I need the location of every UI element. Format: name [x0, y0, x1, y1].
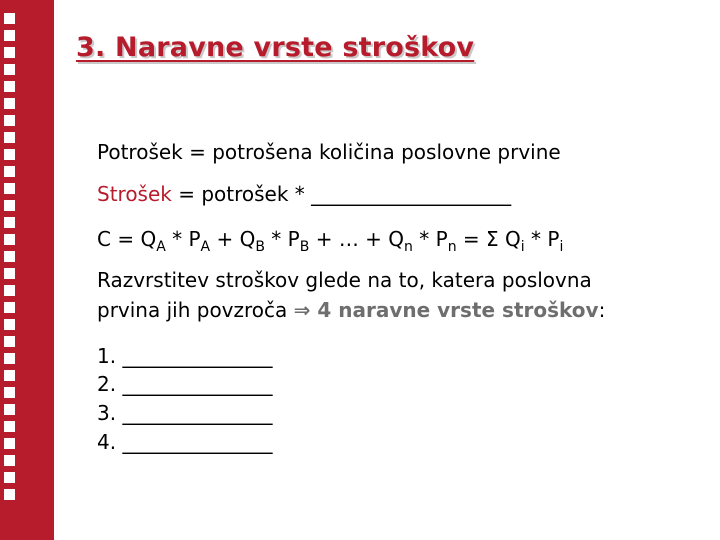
formula-part: * P	[524, 227, 560, 251]
list-item-1: 1. _______________	[97, 344, 273, 368]
arrow-icon: ⇒	[293, 298, 311, 322]
formula-part: * P	[412, 227, 448, 251]
formula-subscript: B	[299, 239, 310, 255]
strosek-term: Strošek	[97, 182, 172, 206]
decor-square	[4, 302, 15, 313]
formula-subscript: B	[255, 239, 265, 255]
decor-square	[4, 455, 15, 466]
decor-square	[4, 438, 15, 449]
formula-part: * P	[165, 227, 201, 251]
classification-text-line2	[97, 296, 605, 324]
formula-part: = Σ Q	[456, 227, 521, 251]
classification-emphasis: 4 naravne vrste stroškov	[310, 298, 599, 322]
formula-part: + … + Q	[309, 227, 405, 251]
decor-square	[4, 234, 15, 245]
formula-subscript: A	[200, 239, 211, 255]
formula-subscript: n	[447, 239, 457, 255]
decor-square	[4, 370, 15, 381]
decor-square	[4, 166, 15, 177]
decor-square	[4, 472, 15, 483]
strosek-definition	[97, 180, 511, 208]
decor-square	[4, 64, 15, 75]
decor-square	[4, 421, 15, 432]
cost-formula	[97, 225, 563, 253]
decor-square	[4, 489, 15, 500]
decor-square	[4, 251, 15, 262]
formula-subscript: i	[520, 239, 525, 255]
list-item-4: 4. _______________	[97, 430, 273, 454]
decor-square	[4, 115, 15, 126]
classification-colon: :	[598, 298, 606, 322]
formula-subscript: i	[559, 239, 564, 255]
potrosek-definition: Potrošek = potrošena količina poslovne prvine	[97, 140, 561, 164]
left-decorative-band	[0, 0, 54, 540]
decor-square	[4, 30, 15, 41]
decor-square	[4, 319, 15, 330]
list-item-3: 3. _______________	[97, 401, 273, 425]
decor-square	[4, 13, 15, 24]
formula-subscript: A	[156, 239, 166, 255]
decor-square	[4, 81, 15, 92]
decor-square	[4, 336, 15, 347]
classification-text-line1: Razvrstitev stroškov glede na to, katera poslovna	[97, 268, 592, 292]
slide-title: 3. Naravne vrste stroškov	[76, 32, 475, 63]
formula-part: + Q	[210, 227, 256, 251]
decor-square	[4, 217, 15, 228]
strosek-definition-rest: = potrošek * ____________________	[171, 182, 512, 206]
decor-square	[4, 200, 15, 211]
square-pattern	[4, 13, 16, 529]
decor-square	[4, 268, 15, 279]
decor-square	[4, 183, 15, 194]
list-item-2: 2. _______________	[97, 372, 273, 396]
decor-square	[4, 47, 15, 58]
classification-text-start: prvina jih povzroča	[97, 298, 294, 322]
decor-square	[4, 98, 15, 109]
formula-part: * P	[264, 227, 300, 251]
decor-square	[4, 285, 15, 296]
formula-subscript: n	[404, 239, 413, 255]
decor-square	[4, 353, 15, 364]
formula-part: C = Q	[97, 227, 157, 251]
decor-square	[4, 404, 15, 415]
decor-square	[4, 132, 15, 143]
decor-square	[4, 149, 15, 160]
decor-square	[4, 387, 15, 398]
